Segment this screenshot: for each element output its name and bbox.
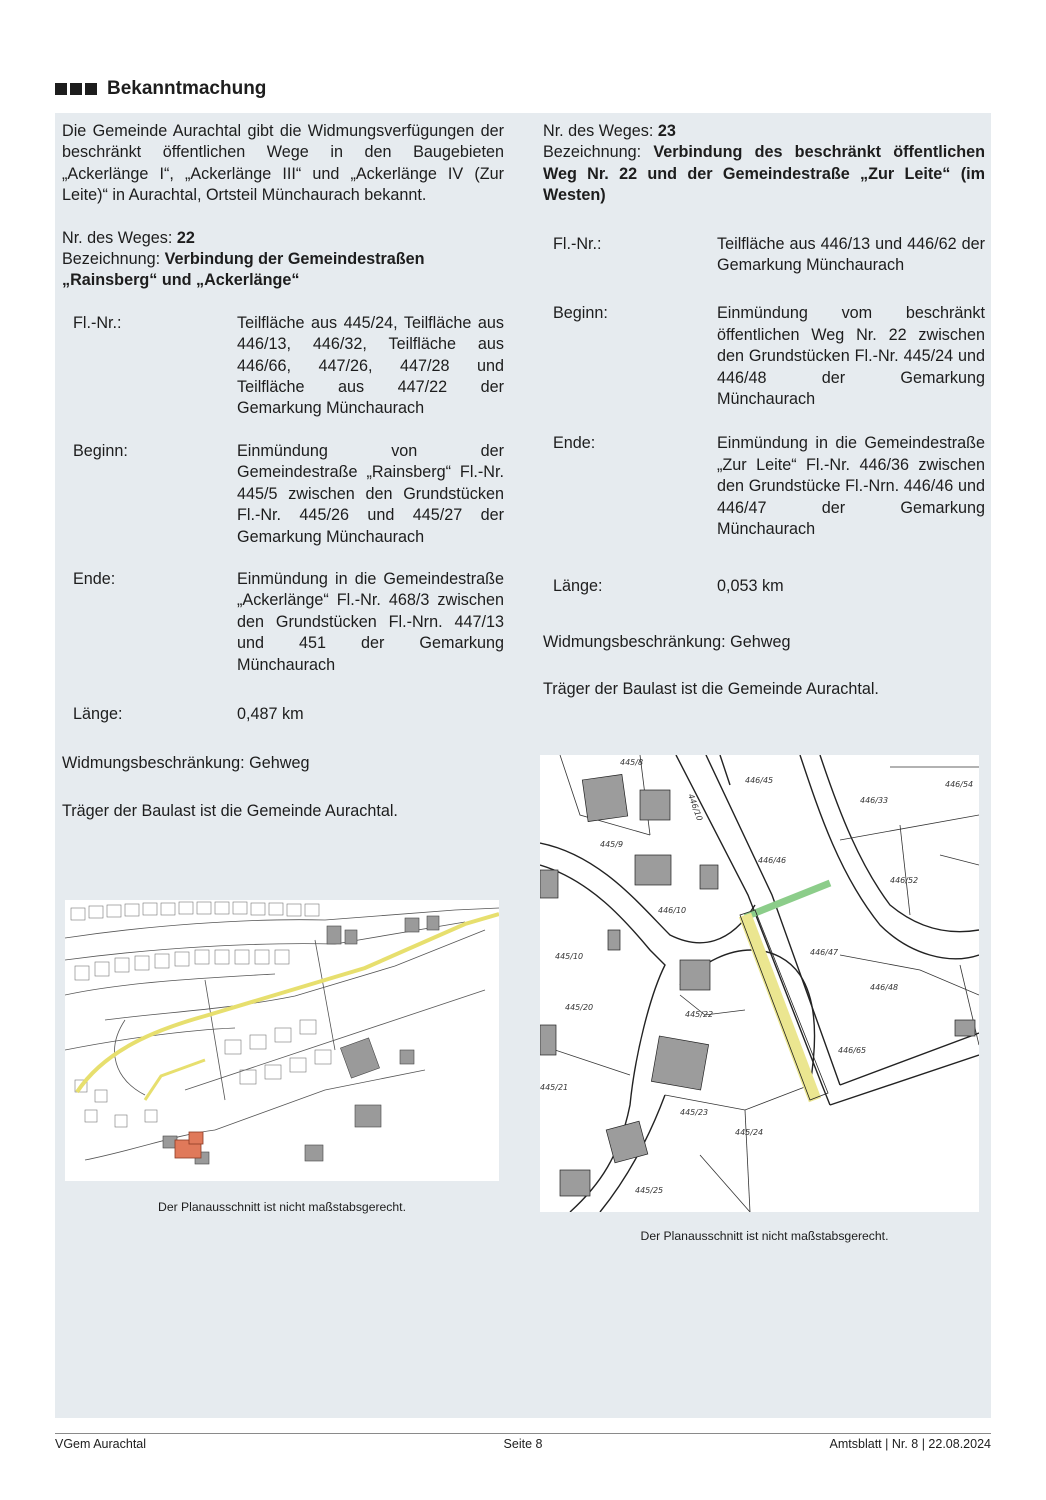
parcel-label: 446/65 bbox=[838, 1046, 867, 1055]
footer-right: Amtsblatt | Nr. 8 | 22.08.2024 bbox=[829, 1437, 991, 1451]
left-column bbox=[62, 121, 504, 822]
way-designation-right: Bezeichnung: Verbindung des beschränkt öffentlichen Weg Nr. 22 und der Gemeindestraße „Zur Leite“ (im Westen) bbox=[543, 143, 985, 205]
parcel-label: 445/20 bbox=[565, 1003, 594, 1012]
row-beginn: Beginn: Einmündung von der Gemeindestraße „Rainsberg“ Fl.-Nr. 445/5 zwischen den Grundstücken Fl.-Nr. 445/26 und 445/27 der Gemarkung Münchaurach bbox=[73, 441, 504, 546]
row-flnr: Fl.-Nr.: Teilfläche aus 445/24, Teilfläche aus 446/13, 446/32, Teilfläche aus 446/66, 447/26, 447/28 und Teilfläche aus 447/22 der Gemarkung Münchaurach bbox=[73, 313, 504, 418]
carrier-text-right: Träger der Baulast ist die Gemeinde Aurachtal. bbox=[543, 680, 879, 699]
parcel-label: 445/23 bbox=[680, 1108, 709, 1117]
parcel-label: 446/48 bbox=[870, 983, 899, 992]
way-number: Nr. des Weges: 22 bbox=[62, 228, 195, 247]
parcel-label: 446/10 bbox=[658, 906, 687, 915]
header-squares-icon bbox=[55, 83, 97, 95]
site-plan-map-left bbox=[65, 900, 499, 1181]
parcel-label: 445/24 bbox=[735, 1128, 764, 1137]
map-caption-left: Der Planausschnitt ist nicht maßstabsgerecht. bbox=[158, 1200, 406, 1214]
section-header bbox=[55, 76, 266, 102]
row-ende: Ende: Einmündung in die Gemeindestraße „Ackerlänge“ Fl.-Nr. 468/3 zwischen den Grundstücken Fl.-Nrn. 447/13 und 451 der Gemarkung Münchaurach bbox=[73, 569, 504, 674]
site-plan-map-right bbox=[540, 755, 979, 1212]
parcel-label: 446/33 bbox=[860, 796, 889, 805]
row-laenge: Länge: 0,487 km bbox=[73, 704, 304, 723]
parcel-label: 446/45 bbox=[745, 776, 774, 785]
parcel-label: 445/25 bbox=[635, 1186, 664, 1195]
footer-left: VGem Aurachtal bbox=[55, 1437, 147, 1451]
row-ende-right: Ende: Einmündung in die Gemeindestraße „Zur Leite“ Fl.-Nr. 446/36 zwischen den Grundstücke Fl.-Nrn. 446/46 und 446/47 der Gemarkung Münchaurach bbox=[553, 434, 985, 539]
right-column bbox=[543, 121, 985, 701]
restriction-text-right: Widmungsbeschränkung: Gehweg bbox=[543, 632, 791, 651]
parcel-label: 445/22 bbox=[685, 1010, 714, 1019]
parcel-label: 446/10 bbox=[686, 792, 705, 823]
footer-divider bbox=[55, 1433, 991, 1434]
footer-page-number: Seite 8 bbox=[503, 1437, 543, 1451]
restriction-text: Widmungsbeschränkung: Gehweg bbox=[62, 754, 310, 773]
map-caption-right: Der Planausschnitt ist nicht maßstabsgerecht. bbox=[640, 1229, 889, 1243]
parcel-label: 446/52 bbox=[890, 876, 919, 885]
parcel-label: 446/47 bbox=[810, 948, 839, 957]
parcel-label: 446/54 bbox=[945, 780, 974, 789]
header-title: Bekanntmachung bbox=[107, 78, 267, 99]
parcel-label: 446/46 bbox=[758, 856, 787, 865]
parcel-label: 445/9 bbox=[600, 840, 624, 849]
row-laenge-right: Länge: 0,053 km bbox=[553, 576, 784, 595]
parcel-label: 445/21 bbox=[540, 1083, 569, 1092]
parcel-label: 445/8 bbox=[620, 758, 644, 767]
row-beginn-right: Beginn: Einmündung vom beschränkt öffentlichen Weg Nr. 22 zwischen den Grundstücken Fl.-Nr. 445/24 und 446/48 der Gemarkung Münchaurach bbox=[553, 304, 985, 409]
parcel-label: 445/10 bbox=[555, 952, 584, 961]
carrier-text: Träger der Baulast ist die Gemeinde Aurachtal. bbox=[62, 801, 398, 820]
way-number-right: Nr. des Weges: 23 bbox=[543, 122, 676, 140]
row-flnr-right: Fl.-Nr.: Teilfläche aus 446/13 und 446/62 der Gemarkung Münchaurach bbox=[553, 234, 985, 275]
way-designation: Bezeichnung: Verbindung der Gemeindestraßen „Rainsberg“ und „Ackerlänge“ bbox=[62, 250, 425, 290]
intro-text: Die Gemeinde Aurachtal gibt die Widmungsverfügungen der beschränkt öffentlichen Wege in den Baugebieten „Ackerlänge I“, „Ackerlänge III“ und „Ackerlänge IV (Zur Leite)“ in Aurachtal, Ortsteil Münchaurach bekannt. bbox=[62, 122, 504, 205]
